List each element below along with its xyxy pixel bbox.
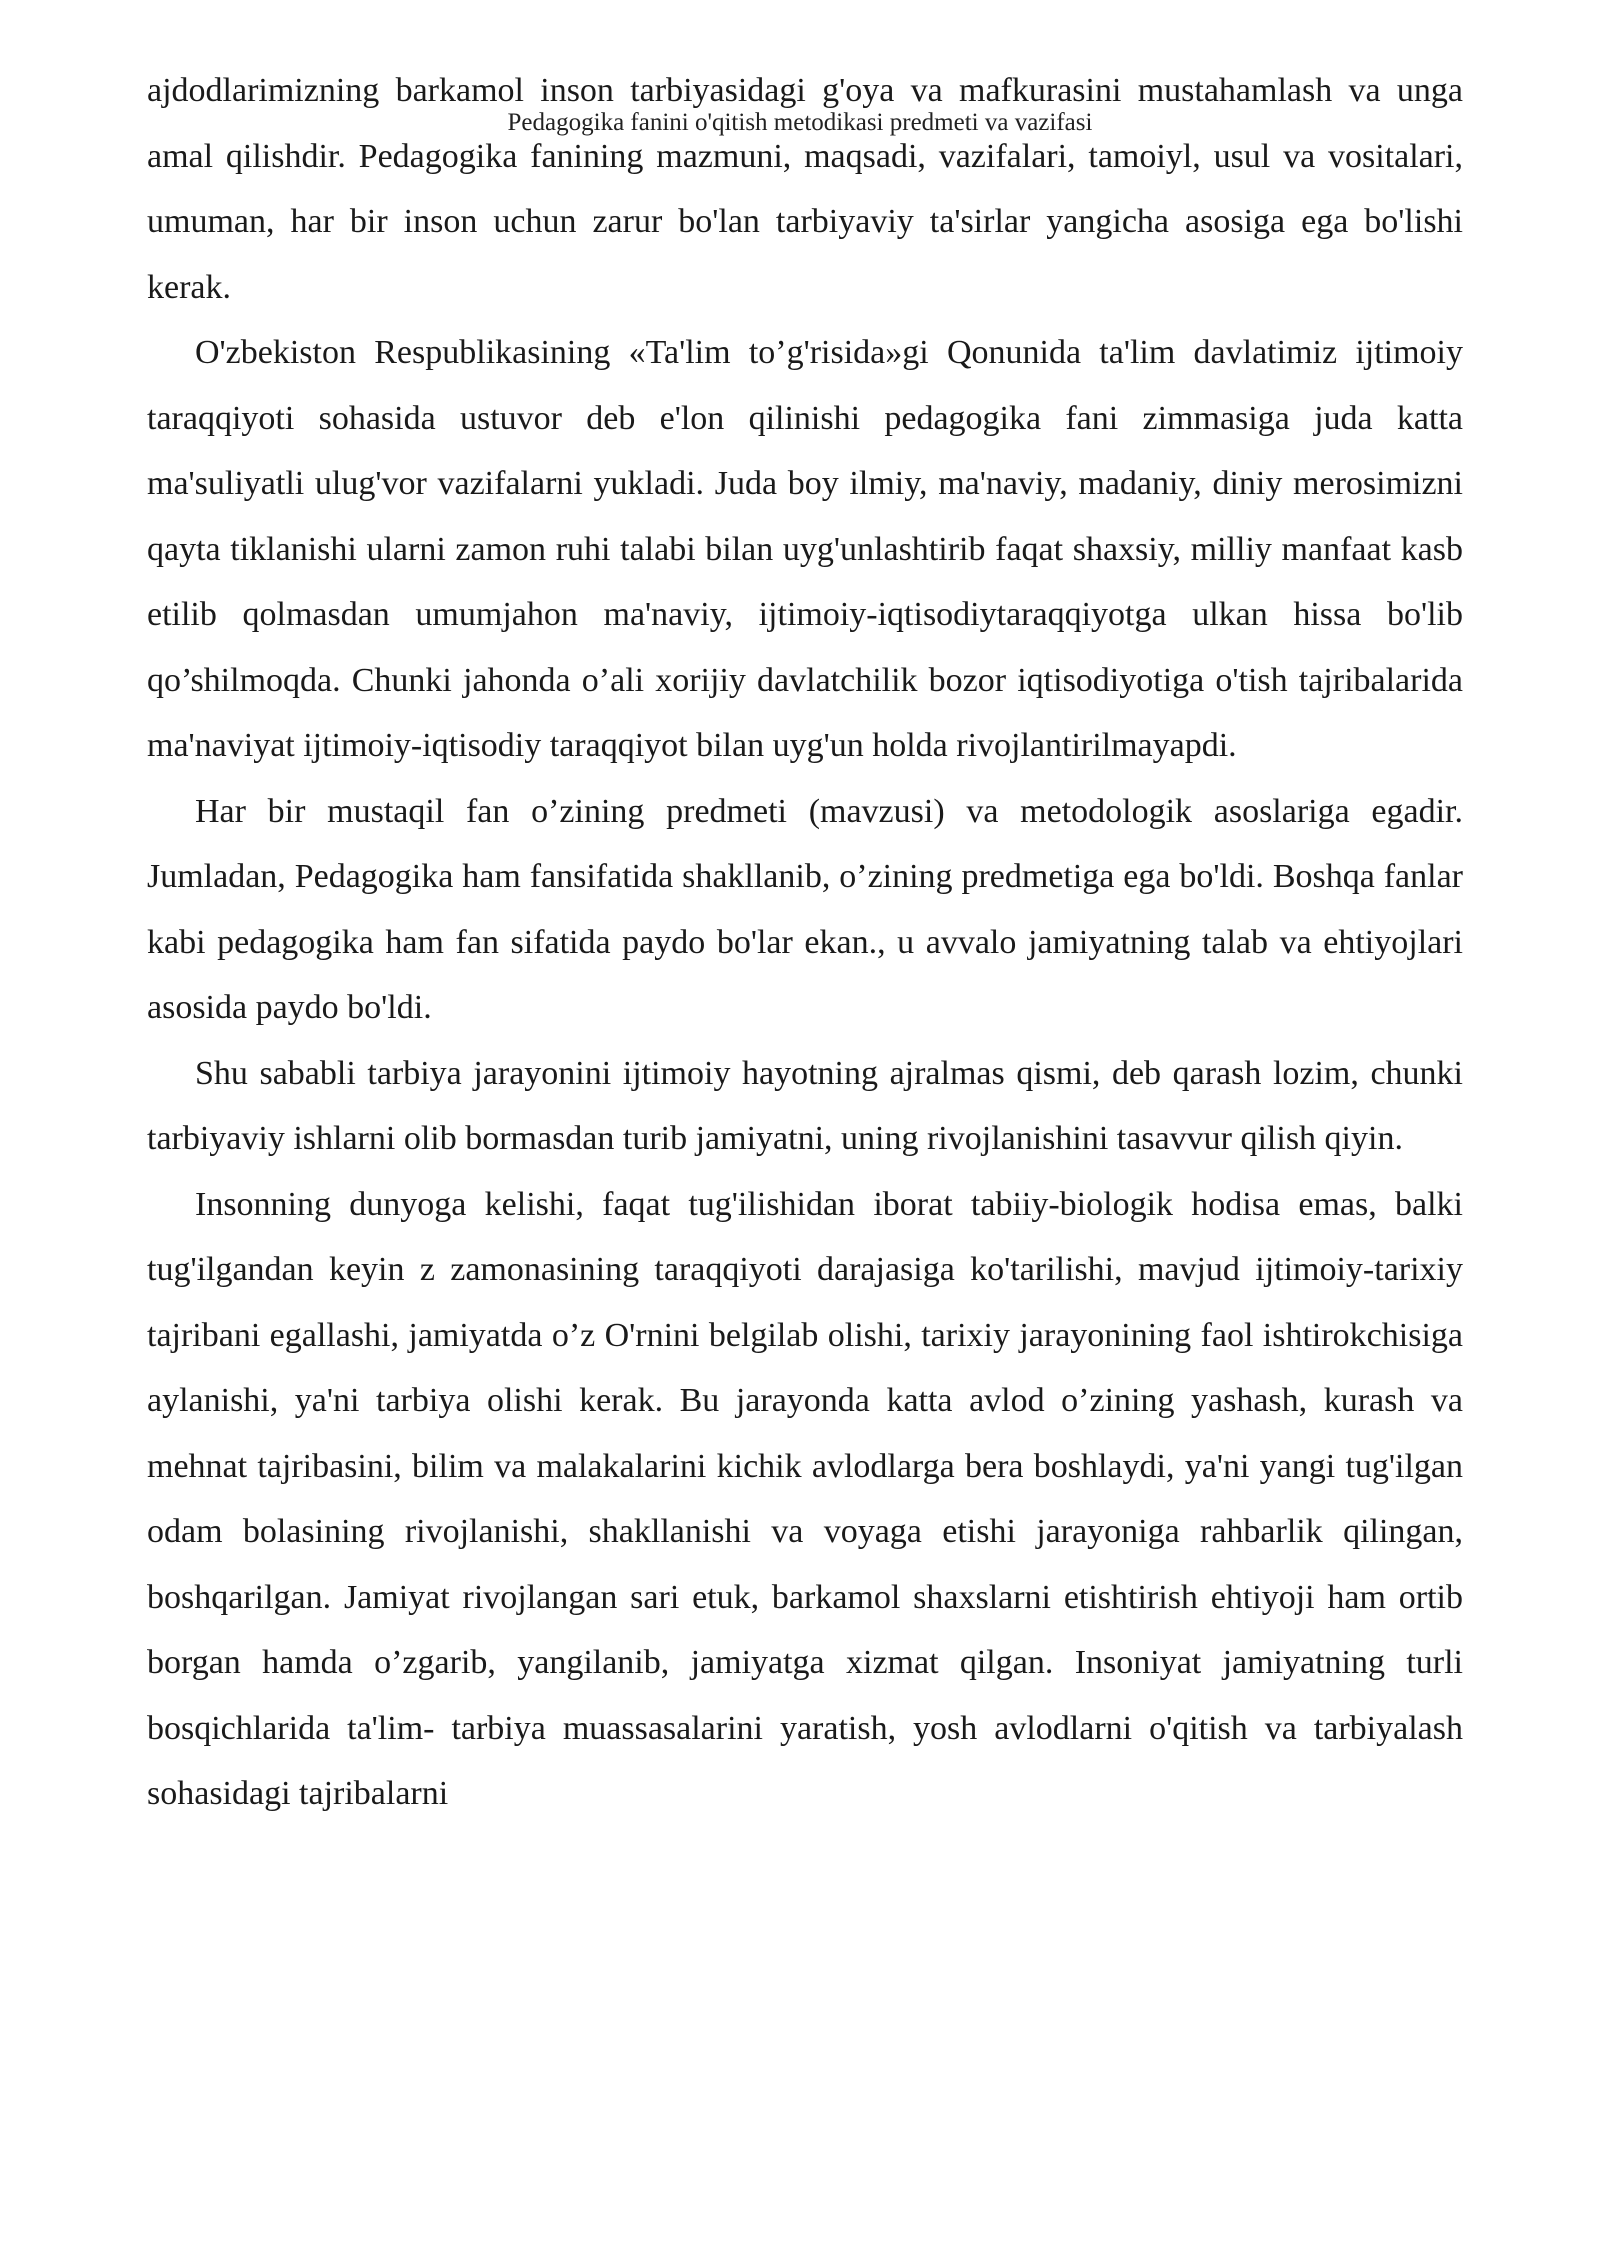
- paragraph: Insonning dunyoga kelishi, faqat tug'ilishidan iborat tabiiy-biologik hodisa emas, balki tug'ilgandan keyin z zamonasining taraqqiyoti darajasiga ko'tarilishi, mavjud ijtimoiy-tarixiy tajribani egallashi, jamiyatda o’z O'rnini belgilab olishi, tarixiy jarayonining faol ishtirokchisiga aylanishi, ya'ni tarbiya olishi kerak. Bu jarayonda katta avlod o’zining yashash, kurash va mehnat tajribasini, bilim va malakalarini kichik avlodlarga bera boshlaydi, ya'ni yangi tug'ilgan odam bolasining rivojlanishi, shakllanishi va voyaga etishi jarayoniga rahbarlik qilingan, boshqarilgan. Jamiyat rivojlangan sari etuk, barkamol shaxslarni etishtirish ehtiyoji ham ortib borgan hamda o’zgarib, yangilanib, jamiyatga xizmat qilgan. Insoniyat jamiyatning turli bosqichlarida ta'lim- tarbiya muassasalarini yaratish, yosh avlodlarni o'qitish va tarbiyalash sohasidagi tajribalarni: [147, 1185, 1463, 1812]
- paragraph-continuation: ajdodlarimizning barkamol inson tarbiyasidagi g'oya va mafkurasini mustahamlash va unga amal qilishdir. Pedagogika fanining mazmuni, maqsadi, vazifalari, tamoiyl, usul va vositalari, umuman, har bir inson uchun zarur bo'lan tarbiyaviy ta'sirlar yangicha asosiga ega bo'lishi kerak.: [147, 72, 1463, 306]
- paragraph: O'zbekiston Respublikasining «Ta'lim to’g'risida»gi Qonunida ta'lim davlatimiz ijtimoiy taraqqiyoti sohasida ustuvor deb e'lon qilinishi pedagogika fani zimmasiga juda katta ma'suliyatli ulug'vor vazifalarni yukladi. Juda boy ilmiy, ma'naviy, madaniy, diniy merosimizni qayta tiklanishi ularni zamon ruhi talabi bilan uyg'unlashtirib faqat shaxsiy, milliy manfaat kasb etilib qolmasdan umumjahon ma'naviy, ijtimoiy-iqtisodiytaraqqiyotga ulkan hissa bo'lib qo’shilmoqda. Chunki jahonda o’ali xorijiy davlatchilik bozor iqtisodiyotiga o'tish tajribalarida ma'naviyat ijtimoiy-iqtisodiy taraqqiyot bilan uyg'un holda rivojlantirilmayapdi.: [147, 334, 1463, 764]
- paragraph: Har bir mustaqil fan o’zining predmeti (mavzusi) va metodologik asoslariga egadir. Jumladan, Pedagogika ham fansifatida shakllanib, o’zining predmetiga ega bo'ldi. Boshqa fanlar kabi pedagogika ham fan sifatida paydo bo'lar ekan., u avvalo jamiyatning talab va ehtiyojlari asosida paydo bo'ldi.: [147, 792, 1463, 1026]
- running-header: Pedagogika fanini o'qitish metodikasi predmeti va vazifasi: [507, 109, 1093, 136]
- paragraph: Shu sababli tarbiya jarayonini ijtimoiy hayotning ajralmas qismi, deb qarash lozim, chunki tarbiyaviy ishlarni olib bormasdan turib jamiyatni, uning rivojlanishini tasavvur qilish qiyin.: [147, 1054, 1463, 1157]
- document-body: [147, 58, 1463, 1827]
